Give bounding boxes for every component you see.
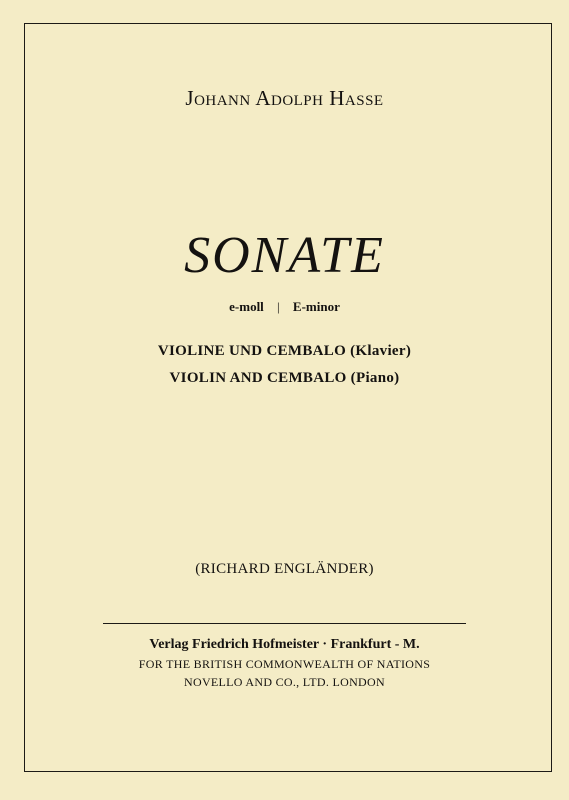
instrumentation-english: VIOLIN AND CEMBALO (Piano): [169, 370, 400, 386]
imprint-rule: [103, 623, 466, 624]
composer-name: Johann Adolph Hasse: [185, 86, 384, 110]
publisher-line: Verlag Friedrich Hofmeister · Frankfurt - M.: [149, 637, 420, 652]
instrumentation-german: VIOLINE UND CEMBALO (Klavier): [157, 343, 412, 359]
key-separator: |: [277, 299, 280, 314]
editor-name: (RICHARD ENGLÄNDER): [195, 561, 374, 577]
key-english: E-minor: [292, 299, 340, 314]
key-line: [0, 299, 569, 315]
key-german: e-moll: [229, 299, 264, 314]
distribution-line-1: FOR THE BRITISH COMMONWEALTH OF NATIONS: [138, 657, 431, 671]
work-title: SONATE: [184, 227, 385, 284]
distribution-line-2: NOVELLO AND CO., LTD. LONDON: [184, 675, 385, 689]
